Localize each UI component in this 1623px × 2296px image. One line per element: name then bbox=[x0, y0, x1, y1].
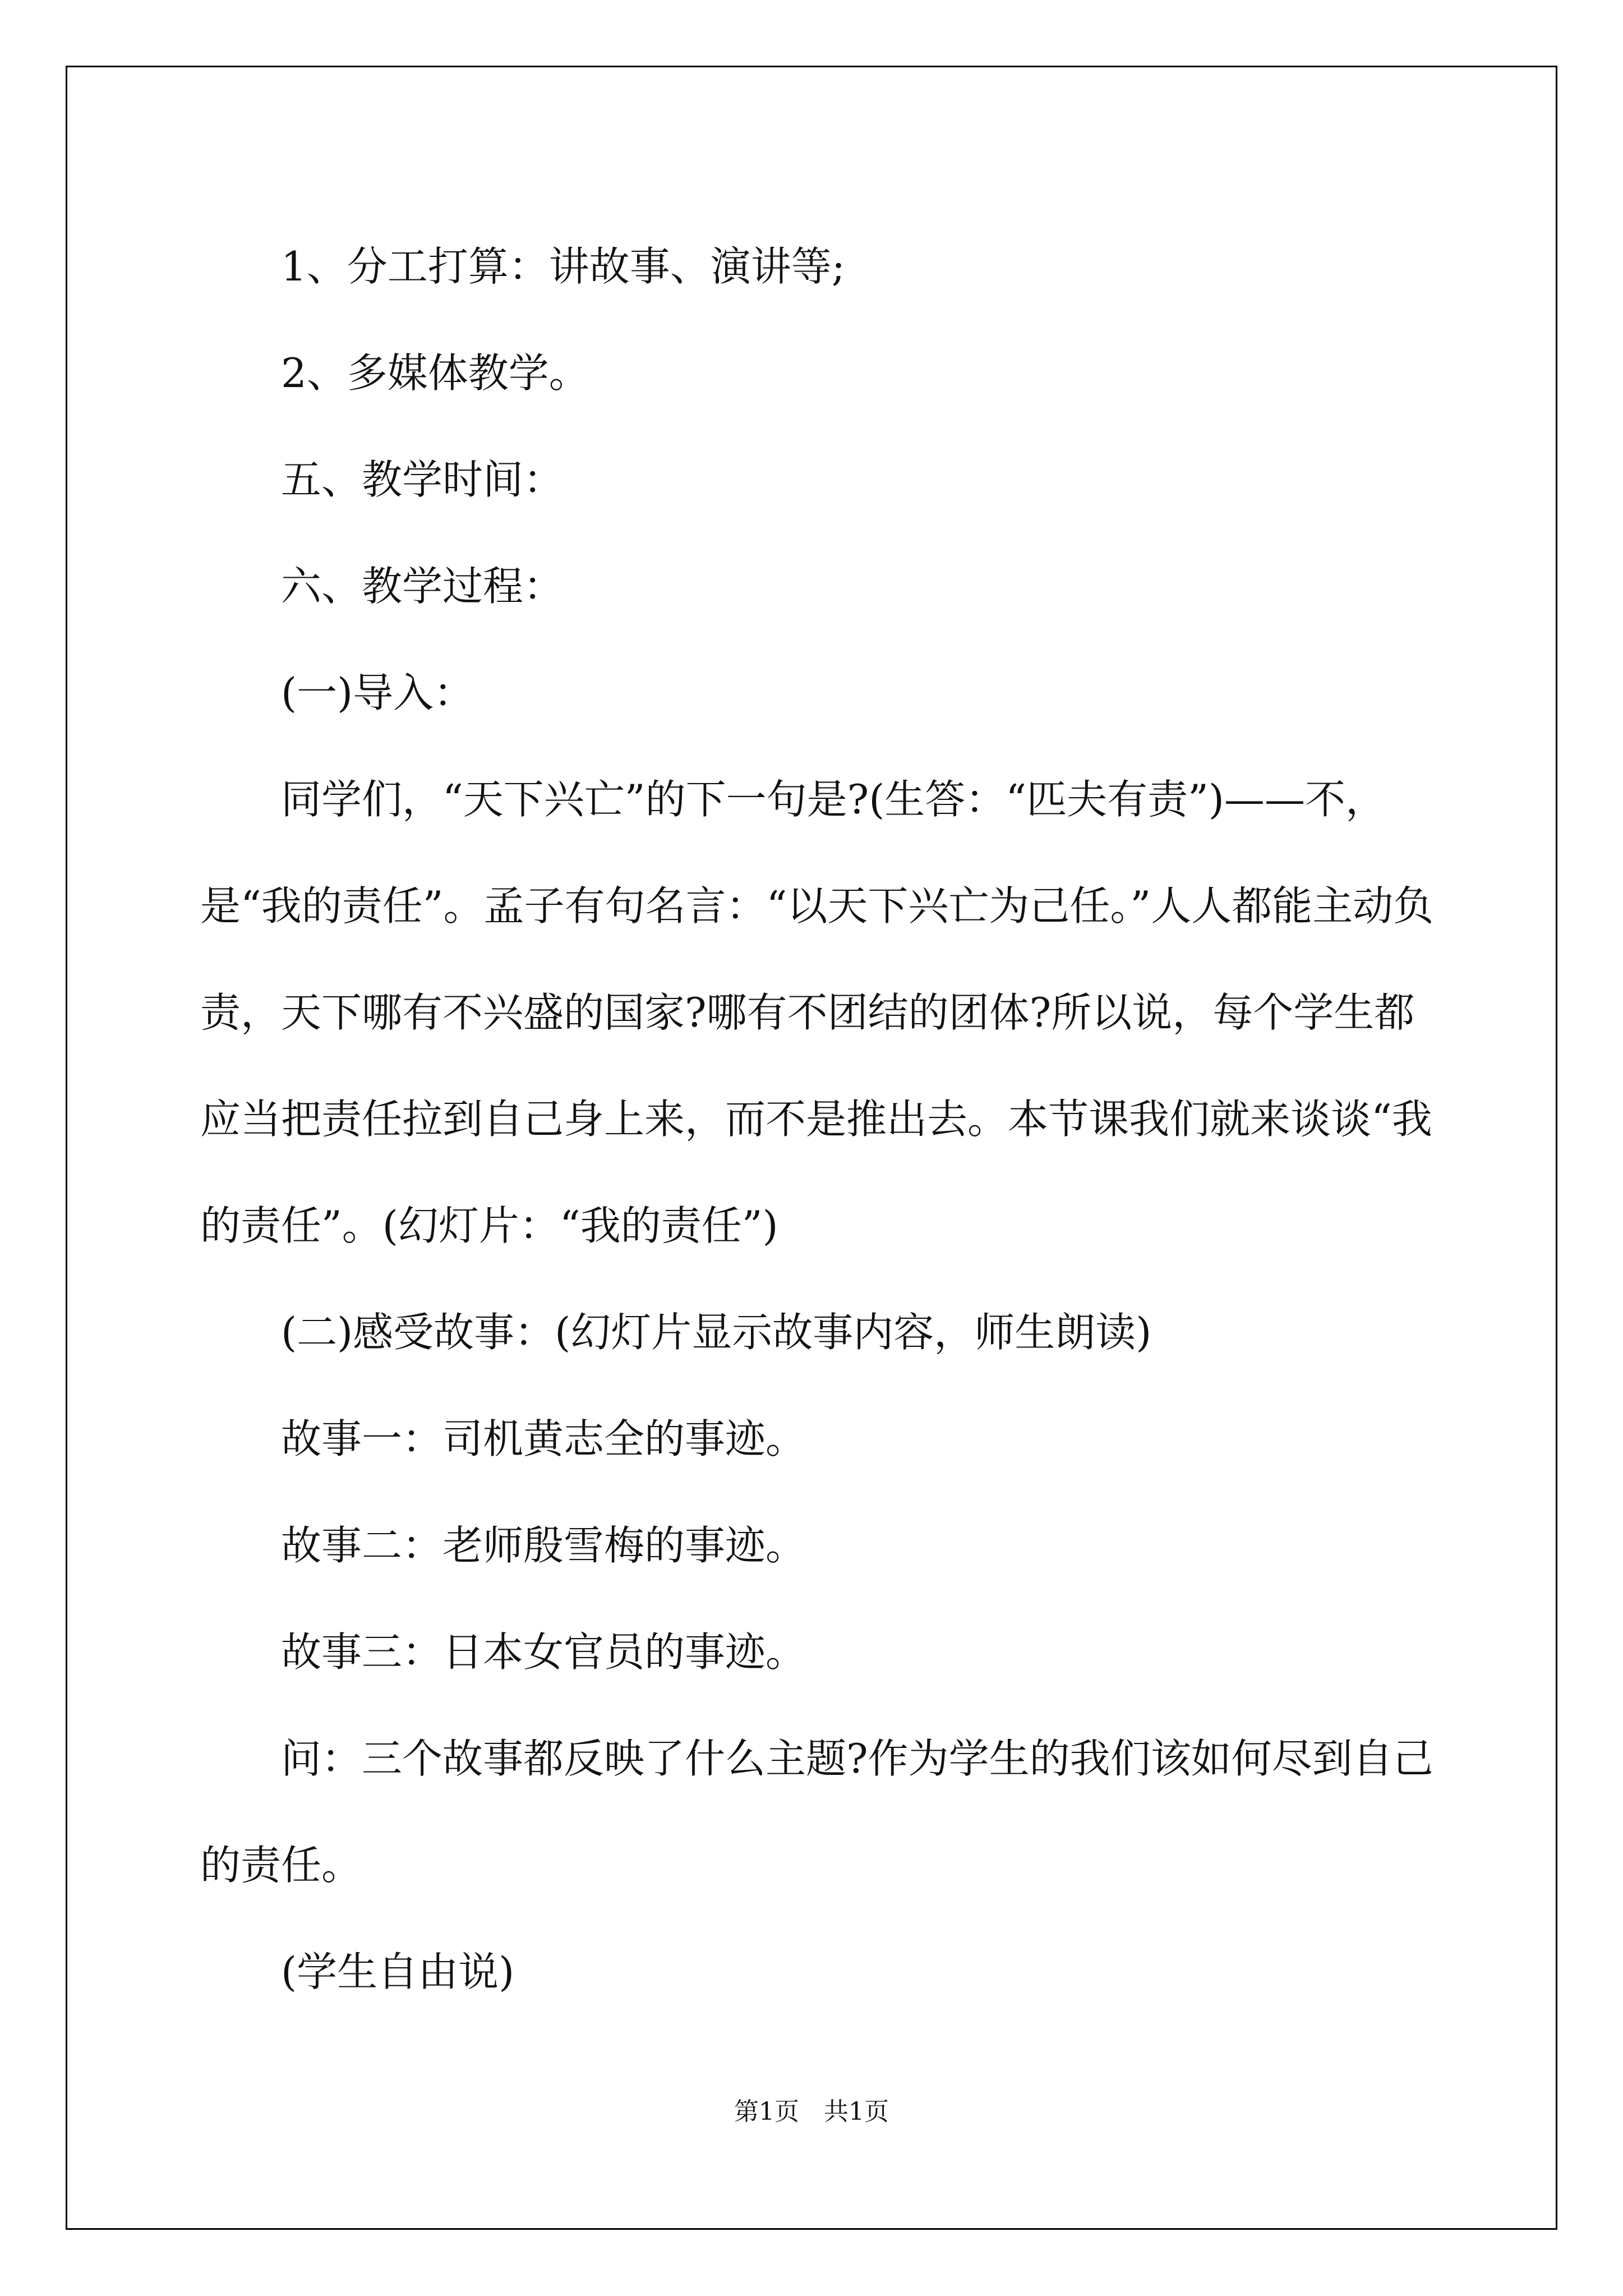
paragraph: 同学们，“天下兴亡”的下一句是?(生答：“匹夫有责”)——不，是“我的责任”。孟子有句名言：“以天下兴亡为己任。”人人都能主动负责，天下哪有不兴盛的国家?哪有不团结的团体?所以说，每个学生都应当把责任拉到自己身上来，而不是推出去。本节课我们就来谈谈“我的责任”。(幻灯片：“我的责任”) bbox=[200, 776, 1434, 1249]
paragraph: 1、分工打算：讲故事、演讲等; bbox=[281, 243, 846, 290]
document-body bbox=[200, 213, 1434, 2025]
subsection-heading: (二)感受故事：(幻灯片显示故事内容，师生朗读) bbox=[281, 1309, 1152, 1356]
paragraph: 故事一：司机黄志全的事迹。 bbox=[281, 1415, 806, 1462]
paragraph: 问：三个故事都反映了什么主题?作为学生的我们该如何尽到自己的责任。 bbox=[200, 1735, 1433, 1889]
subsection-heading: (一)导入： bbox=[281, 669, 474, 716]
paragraph: 故事三：日本女官员的事迹。 bbox=[281, 1628, 806, 1676]
paragraph: 2、多媒体教学。 bbox=[281, 349, 589, 397]
section-heading: 五、教学时间： bbox=[281, 456, 564, 503]
section-heading: 六、教学过程： bbox=[281, 563, 564, 610]
paragraph: 故事二：老师殷雪梅的事迹。 bbox=[281, 1522, 806, 1569]
paragraph: (学生自由说) bbox=[281, 1948, 515, 1995]
page-footer: 第1页 共1页 bbox=[734, 2097, 889, 2126]
